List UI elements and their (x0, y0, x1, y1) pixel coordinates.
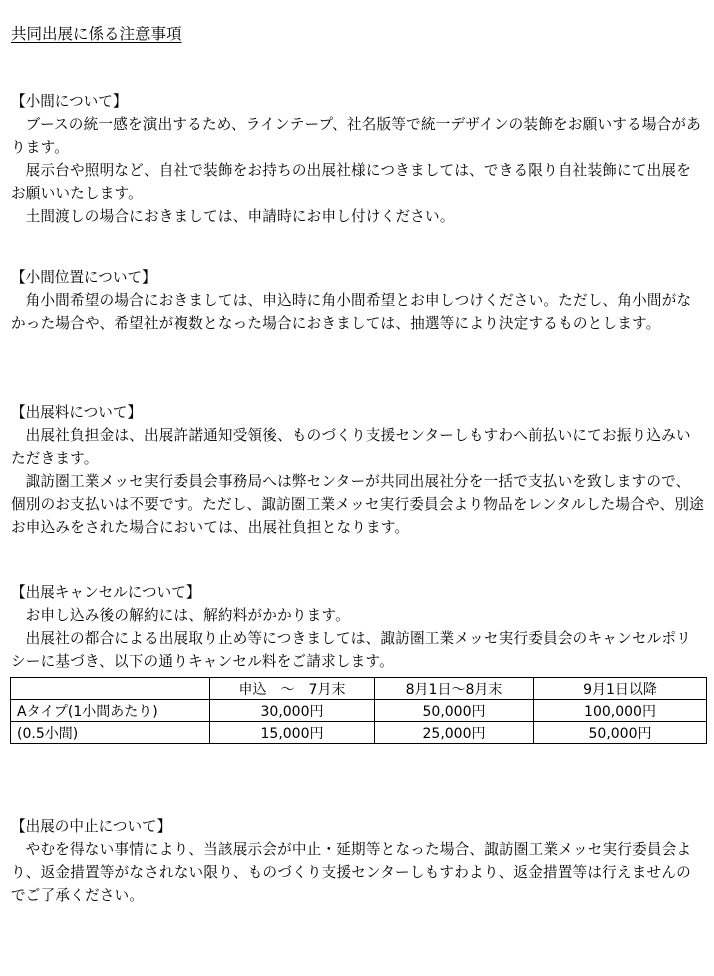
table-header-cell: 9月1日以降 (534, 678, 707, 700)
paragraph: 土間渡しの場合におきましては、申請時にお申し付けください。 (25, 208, 455, 225)
cancellation-fee-table (10, 677, 707, 744)
table-row (11, 722, 707, 744)
paragraph: やむを得ない事情により、当該展示会が中止・延期等となった場合、諏訪圏工業メッセ実行委員会より、返金措置等がなされない限り、ものづくり支援センターしもすわより、返金措置等は行えませんのでご了承ください。 (11, 841, 692, 904)
section-position (11, 266, 705, 335)
table-header-cell: 申込 ～ 7月末 (210, 678, 375, 700)
paragraph: 展示台や照明など、自社で装飾をお持ちの出展社様につきましては、できる限り自社装飾にて出展をお願いいたします。 (11, 162, 692, 202)
section-booth (11, 90, 705, 228)
section-heading: 【出展料について】 (11, 404, 143, 421)
paragraph: 角小間希望の場合におきましては、申込時に角小間希望とお申しつけください。ただし、角小間がなかった場合や、希望社が複数となった場合におきましては、抽選等により決定するものとします。 (11, 292, 692, 332)
table-cell: 100,000円 (534, 700, 707, 722)
table-header-cell (11, 678, 210, 700)
paragraph: ブースの統一感を演出するため、ラインテープ、社名版等で統一デザインの装飾をお願いする場合があります。 (11, 116, 702, 156)
table-cell-label: (0.5小間) (11, 722, 210, 744)
section-heading: 【出展の中止について】 (11, 818, 172, 835)
section-suspension (11, 815, 705, 907)
paragraph: 諏訪圏工業メッセ実行委員会事務局へは弊センターが共同出展社分を一括で支払いを致しますので、個別のお支払いは不要です。ただし、諏訪圏工業メッセ実行委員会より物品をレンタルした場合や、別途お申込みをされた場合においては、出展社負担となります。 (11, 473, 704, 536)
table-header-row (11, 678, 707, 700)
table-cell: 30,000円 (210, 700, 375, 722)
table-row (11, 700, 707, 722)
section-heading: 【出展キャンセルについて】 (11, 584, 201, 601)
table-cell: 50,000円 (534, 722, 707, 744)
paragraph: お申し込み後の解約には、解約料がかかります。 (25, 607, 350, 624)
table-cell: 50,000円 (375, 700, 534, 722)
paragraph: 出展社の都合による出展取り止め等につきましては、諏訪圏工業メッセ実行委員会のキャンセルポリシーに基づき、以下の通りキャンセル料をご請求します。 (11, 630, 692, 670)
table-cell: 15,000円 (210, 722, 375, 744)
table-cell: 25,000円 (375, 722, 534, 744)
page-title: 共同出展に係る注意事項 (11, 25, 182, 43)
section-cancel (11, 581, 705, 673)
paragraph: 出展社負担金は、出展許諾通知受領後、ものづくり支援センターしもすわへ前払いにてお振り込みいただきます。 (11, 427, 691, 467)
section-fee (11, 401, 705, 539)
table-header-cell: 8月1日～8月末 (375, 678, 534, 700)
section-heading: 【小間位置について】 (11, 269, 157, 286)
section-heading: 【小間について】 (11, 93, 128, 110)
table-cell-label: Aタイプ(1小間あたり) (11, 700, 210, 722)
